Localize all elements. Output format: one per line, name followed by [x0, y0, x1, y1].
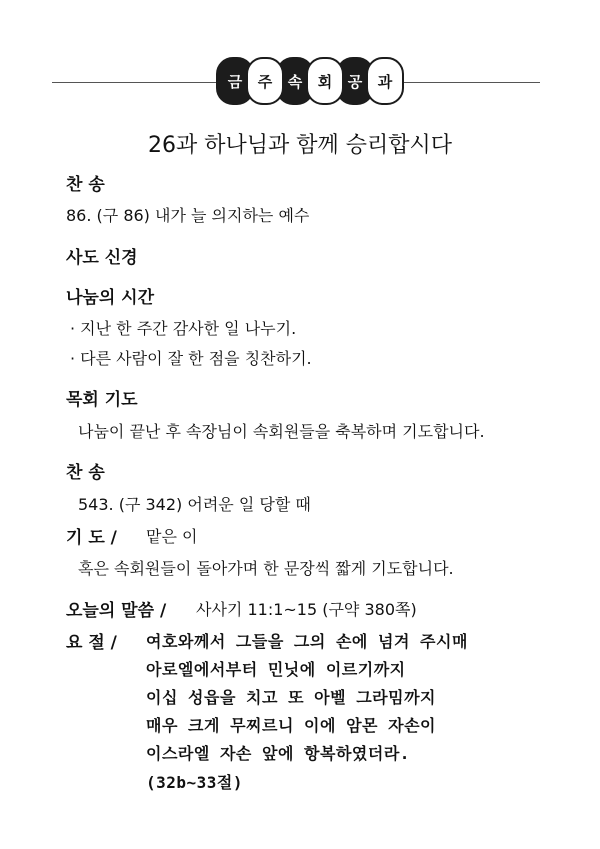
sharing-item: · 다른 사람이 잘 한 점을 칭찬하기.: [70, 349, 312, 368]
memory-verse-line: 이십 성읍을 치고 또 아벨 그라밈까지: [146, 688, 437, 707]
creed-label: 사도 신경: [66, 248, 138, 268]
sharing-label: 나눔의 시간: [66, 288, 155, 308]
weekly-lesson-badge: [216, 58, 404, 104]
memory-verse-reference: (32b~33절): [146, 773, 244, 792]
hymn2-text: 543. (구 342) 어려운 일 당할 때: [78, 495, 311, 514]
memory-verse-line: 여호와께서 그들을 그의 손에 넘겨 주시매: [146, 632, 468, 651]
word-reference: 사사기 11:1~15 (구약 380쪽): [196, 600, 417, 619]
memory-verse-line: 아로엘에서부터 민닛에 이르기까지: [146, 660, 406, 679]
pastoral-prayer-label: 목회 기도: [66, 390, 138, 410]
badge-char: 회: [306, 57, 344, 105]
memory-verse-line: 이스라엘 자손 앞에 항복하였더라.: [146, 744, 410, 763]
sharing-item: · 지난 한 주간 감사한 일 나누기.: [70, 319, 297, 338]
badge-char: 주: [246, 57, 284, 105]
badge-char: 과: [366, 57, 404, 105]
pastoral-prayer-text: 나눔이 끝난 후 속장님이 속회원들을 축복하며 기도합니다.: [78, 422, 485, 441]
prayer-label: 기 도 /: [66, 528, 117, 548]
lesson-title: 26과 하나님과 함께 승리합시다: [148, 133, 452, 158]
hymn1-text: 86. (구 86) 내가 늘 의지하는 예수: [66, 206, 310, 225]
memory-verse-label: 요 절 /: [66, 633, 117, 653]
prayer-text: 혹은 속회원들이 돌아가며 한 문장씩 짧게 기도합니다.: [78, 559, 454, 578]
prayer-assignee: 맡은 이: [146, 527, 198, 546]
hymn1-label: 찬 송: [66, 175, 105, 195]
hymn2-label: 찬 송: [66, 463, 105, 483]
badge-char: 속: [276, 57, 314, 105]
badge-char: 금: [216, 57, 254, 105]
badge-char: 공: [336, 57, 374, 105]
word-label: 오늘의 말씀 /: [66, 601, 167, 621]
memory-verse-line: 매우 크게 무찌르니 이에 암몬 자손이: [146, 716, 437, 735]
